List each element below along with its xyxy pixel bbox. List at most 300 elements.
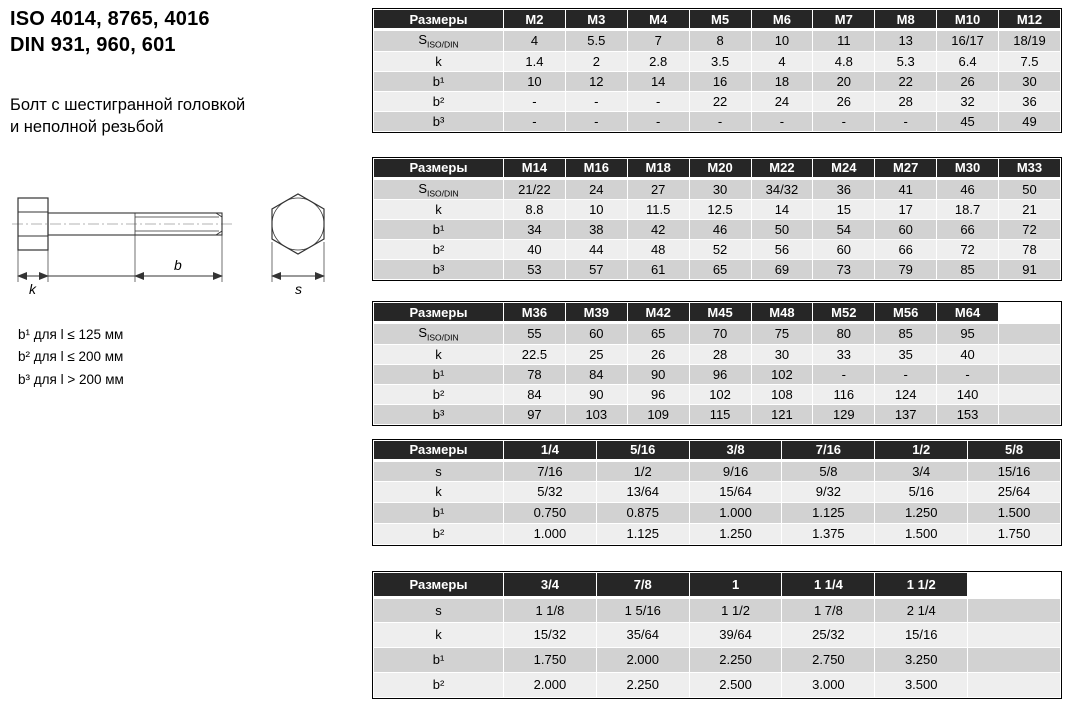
value-cell: 2.250 [596, 672, 689, 697]
value-cell: 6.4 [937, 51, 999, 71]
column-header: M27 [875, 158, 937, 178]
row-label: b² [374, 384, 504, 404]
column-header: M56 [875, 303, 937, 323]
value-cell [968, 672, 1061, 697]
value-cell: 66 [875, 240, 937, 260]
table-header-label: Размеры [374, 10, 504, 30]
value-cell [999, 364, 1061, 384]
tables-column [372, 8, 1062, 699]
value-cell: 10 [504, 71, 566, 91]
value-cell: 14 [627, 71, 689, 91]
column-header: M5 [689, 10, 751, 30]
header-row [374, 440, 1061, 460]
value-cell: 27 [627, 178, 689, 200]
column-header: 1/4 [504, 440, 597, 460]
table-metric-m14-m33 [372, 157, 1062, 282]
value-cell: 60 [813, 240, 875, 260]
column-header [999, 303, 1061, 323]
value-cell: 10 [751, 30, 813, 52]
table-row [374, 30, 1061, 52]
value-cell: 15/16 [968, 460, 1061, 481]
value-cell: 46 [937, 178, 999, 200]
column-header: M30 [937, 158, 999, 178]
column-header: M12 [999, 10, 1061, 30]
value-cell: 73 [813, 260, 875, 280]
value-cell: 40 [504, 240, 566, 260]
table-header-label: Размеры [374, 158, 504, 178]
table-row [374, 597, 1061, 622]
note-b3: b³ для l > 200 мм [18, 371, 124, 387]
value-cell: 3.500 [875, 672, 968, 697]
value-cell: 57 [565, 260, 627, 280]
table-row [374, 240, 1061, 260]
value-cell: 50 [999, 178, 1061, 200]
value-cell: 15 [813, 200, 875, 220]
value-cell: 45 [937, 111, 999, 131]
value-cell: 49 [999, 111, 1061, 131]
value-cell [999, 344, 1061, 364]
value-cell: - [875, 364, 937, 384]
row-label: b¹ [374, 502, 504, 523]
value-cell: 1 7/8 [782, 597, 875, 622]
column-header: 1/2 [875, 440, 968, 460]
dimension-table [373, 572, 1061, 698]
value-cell: 44 [565, 240, 627, 260]
column-header: 5/8 [968, 440, 1061, 460]
table-imperial-three-quarter-to-one-and-half [372, 571, 1062, 699]
value-cell: 3.000 [782, 672, 875, 697]
row-label: b² [374, 672, 504, 697]
column-header: M64 [937, 303, 999, 323]
value-cell: 5/32 [504, 481, 597, 502]
value-cell: 1.500 [875, 523, 968, 544]
value-cell: 1.000 [504, 523, 597, 544]
row-label: $S_{ISO/DIN}$ [374, 323, 504, 345]
column-header: 5/16 [596, 440, 689, 460]
value-cell: 3.250 [875, 647, 968, 672]
row-label: $S_{ISO/DIN}$ [374, 30, 504, 52]
row-label: k [374, 51, 504, 71]
value-cell: 48 [627, 240, 689, 260]
value-cell: 95 [937, 323, 999, 345]
value-cell: 25/32 [782, 622, 875, 647]
value-cell: 79 [875, 260, 937, 280]
table-header-label: Размеры [374, 572, 504, 597]
row-label: s [374, 460, 504, 481]
value-cell: 96 [689, 364, 751, 384]
row-label: k [374, 481, 504, 502]
value-cell: 24 [751, 91, 813, 111]
value-cell: 1.375 [782, 523, 875, 544]
value-cell: - [627, 111, 689, 131]
column-header: M16 [565, 158, 627, 178]
value-cell: 66 [937, 220, 999, 240]
value-cell: 52 [689, 240, 751, 260]
value-cell: 109 [627, 404, 689, 424]
value-cell: 121 [751, 404, 813, 424]
table-header-label: Размеры [374, 440, 504, 460]
column-header: M6 [751, 10, 813, 30]
column-header: M52 [813, 303, 875, 323]
column-header: 1 [689, 572, 782, 597]
column-header: M48 [751, 303, 813, 323]
value-cell: 28 [689, 344, 751, 364]
value-cell: 60 [565, 323, 627, 345]
value-cell: 60 [875, 220, 937, 240]
value-cell [968, 647, 1061, 672]
column-header: 1 1/2 [875, 572, 968, 597]
value-cell: - [875, 111, 937, 131]
value-cell: 84 [504, 384, 566, 404]
value-cell: 103 [565, 404, 627, 424]
dimension-label-b: b [174, 257, 182, 273]
value-cell: 2 1/4 [875, 597, 968, 622]
value-cell: 97 [504, 404, 566, 424]
value-cell: 140 [937, 384, 999, 404]
value-cell: 38 [565, 220, 627, 240]
value-cell: 65 [627, 323, 689, 345]
value-cell: 28 [875, 91, 937, 111]
value-cell: 4 [504, 30, 566, 52]
table-row [374, 622, 1061, 647]
value-cell: 54 [813, 220, 875, 240]
dimension-label-k: k [29, 281, 36, 297]
value-cell: 4.8 [813, 51, 875, 71]
value-cell: 39/64 [689, 622, 782, 647]
column-header: M24 [813, 158, 875, 178]
value-cell [999, 404, 1061, 424]
row-label: b¹ [374, 71, 504, 91]
value-cell: 2.750 [782, 647, 875, 672]
table-row [374, 460, 1061, 481]
table-row [374, 323, 1061, 345]
value-cell: 12 [565, 71, 627, 91]
value-cell: 33 [813, 344, 875, 364]
value-cell: 69 [751, 260, 813, 280]
value-cell [999, 323, 1061, 345]
row-label: $S_{ISO/DIN}$ [374, 178, 504, 200]
row-label: b² [374, 523, 504, 544]
column-header: 3/8 [689, 440, 782, 460]
value-cell: 75 [751, 323, 813, 345]
value-cell: - [565, 91, 627, 111]
value-cell: 21 [999, 200, 1061, 220]
value-cell: 26 [937, 71, 999, 91]
column-header [968, 572, 1061, 597]
value-cell: 90 [565, 384, 627, 404]
value-cell: - [627, 91, 689, 111]
value-cell: 18/19 [999, 30, 1061, 52]
column-header: M45 [689, 303, 751, 323]
value-cell: 116 [813, 384, 875, 404]
value-cell: 30 [689, 178, 751, 200]
dimension-table [373, 158, 1061, 281]
value-cell: 11 [813, 30, 875, 52]
value-cell: 153 [937, 404, 999, 424]
table-row [374, 523, 1061, 544]
value-cell: 18.7 [937, 200, 999, 220]
value-cell: 0.750 [504, 502, 597, 523]
value-cell: 20 [813, 71, 875, 91]
value-cell: 85 [937, 260, 999, 280]
table-metric-m36-m64 [372, 301, 1062, 426]
value-cell: 26 [627, 344, 689, 364]
title-iso: ISO 4014, 8765, 4016 [10, 8, 210, 30]
table-header-label: Размеры [374, 303, 504, 323]
row-label: k [374, 200, 504, 220]
table-row [374, 200, 1061, 220]
value-cell: 30 [999, 71, 1061, 91]
dimension-label-s: s [295, 281, 302, 297]
row-label: s [374, 597, 504, 622]
value-cell: - [504, 111, 566, 131]
value-cell: 25 [565, 344, 627, 364]
value-cell: 46 [689, 220, 751, 240]
dimension-table [373, 440, 1061, 545]
value-cell: 26 [813, 91, 875, 111]
row-label: k [374, 622, 504, 647]
value-cell: 14 [751, 200, 813, 220]
table-row [374, 178, 1061, 200]
value-cell: 12.5 [689, 200, 751, 220]
value-cell: 5/16 [875, 481, 968, 502]
value-cell: 5.3 [875, 51, 937, 71]
column-header: 1 1/4 [782, 572, 875, 597]
value-cell: 30 [751, 344, 813, 364]
value-cell: 10 [565, 200, 627, 220]
column-header: M8 [875, 10, 937, 30]
value-cell: 72 [937, 240, 999, 260]
value-cell: 7.5 [999, 51, 1061, 71]
value-cell: 1.125 [596, 523, 689, 544]
table-row [374, 344, 1061, 364]
value-cell: 15/64 [689, 481, 782, 502]
row-label: b³ [374, 404, 504, 424]
value-cell: 16/17 [937, 30, 999, 52]
value-cell: 1.250 [875, 502, 968, 523]
value-cell: 2.000 [596, 647, 689, 672]
value-cell: 3.5 [689, 51, 751, 71]
column-header: M2 [504, 10, 566, 30]
page-title [10, 6, 366, 58]
value-cell: 7/16 [504, 460, 597, 481]
value-cell: 1.500 [968, 502, 1061, 523]
subtitle-line-2: и неполной резьбой [10, 118, 164, 137]
table-row [374, 111, 1061, 131]
value-cell: - [813, 364, 875, 384]
value-cell: 35 [875, 344, 937, 364]
value-cell: 56 [751, 240, 813, 260]
header-row [374, 572, 1061, 597]
header-row [374, 158, 1061, 178]
value-cell: 17 [875, 200, 937, 220]
value-cell: 1.125 [782, 502, 875, 523]
value-cell: 50 [751, 220, 813, 240]
value-cell: 2.500 [689, 672, 782, 697]
value-cell: 91 [999, 260, 1061, 280]
value-cell: - [504, 91, 566, 111]
value-cell: 2 [565, 51, 627, 71]
value-cell: 102 [751, 364, 813, 384]
table-row [374, 364, 1061, 384]
dimension-table [373, 9, 1061, 132]
value-cell: 90 [627, 364, 689, 384]
value-cell: 36 [999, 91, 1061, 111]
value-cell: - [751, 111, 813, 131]
row-label: b² [374, 91, 504, 111]
value-cell: 2.8 [627, 51, 689, 71]
value-cell: 78 [999, 240, 1061, 260]
value-cell: 4 [751, 51, 813, 71]
value-cell: 3/4 [875, 460, 968, 481]
table-row [374, 672, 1061, 697]
column-header: M18 [627, 158, 689, 178]
value-cell: 22 [875, 71, 937, 91]
inscribed-circle [272, 198, 324, 250]
value-cell: 65 [689, 260, 751, 280]
column-header: 7/16 [782, 440, 875, 460]
value-cell: 1.000 [689, 502, 782, 523]
column-header: M36 [504, 303, 566, 323]
note-b1: b¹ для l ≤ 125 мм [18, 327, 124, 342]
table-row [374, 71, 1061, 91]
value-cell: 115 [689, 404, 751, 424]
value-cell: 9/32 [782, 481, 875, 502]
value-cell: - [937, 364, 999, 384]
column-header: M39 [565, 303, 627, 323]
value-cell: 85 [875, 323, 937, 345]
value-cell: - [565, 111, 627, 131]
row-label: b¹ [374, 220, 504, 240]
value-cell: 70 [689, 323, 751, 345]
value-cell: 1.4 [504, 51, 566, 71]
value-cell: 8 [689, 30, 751, 52]
value-cell: 1.750 [504, 647, 597, 672]
row-label: k [374, 344, 504, 364]
title-din: DIN 931, 960, 601 [10, 34, 176, 56]
table-metric-m2-m12 [372, 8, 1062, 133]
value-cell [968, 597, 1061, 622]
value-cell: 32 [937, 91, 999, 111]
table-imperial-quarter-to-five-eighths [372, 439, 1062, 546]
left-panel [10, 6, 366, 716]
value-cell: - [689, 111, 751, 131]
value-cell [968, 622, 1061, 647]
value-cell: 13 [875, 30, 937, 52]
subtitle-line-1: Болт с шестигранной головкой [10, 96, 246, 114]
value-cell: 25/64 [968, 481, 1061, 502]
value-cell: - [813, 111, 875, 131]
table-row [374, 502, 1061, 523]
value-cell: 15/16 [875, 622, 968, 647]
value-cell: 2.250 [689, 647, 782, 672]
value-cell: 15/32 [504, 622, 597, 647]
page-subtitle [10, 94, 245, 139]
value-cell: 35/64 [596, 622, 689, 647]
value-cell: 108 [751, 384, 813, 404]
value-cell: 36 [813, 178, 875, 200]
bolt-technical-drawing [10, 186, 358, 304]
table-row [374, 51, 1061, 71]
value-cell: 21/22 [504, 178, 566, 200]
column-header: M33 [999, 158, 1061, 178]
column-header: 7/8 [596, 572, 689, 597]
value-cell: 129 [813, 404, 875, 424]
column-header: M20 [689, 158, 751, 178]
value-cell: 7 [627, 30, 689, 52]
table-row [374, 404, 1061, 424]
value-cell: 13/64 [596, 481, 689, 502]
value-cell: 42 [627, 220, 689, 240]
value-cell: 8.8 [504, 200, 566, 220]
value-cell: 61 [627, 260, 689, 280]
value-cell: 18 [751, 71, 813, 91]
column-header: M7 [813, 10, 875, 30]
value-cell: 2.000 [504, 672, 597, 697]
column-header: M14 [504, 158, 566, 178]
value-cell: 1/2 [596, 460, 689, 481]
bolt-head-end-view [272, 194, 324, 254]
value-cell: 84 [565, 364, 627, 384]
value-cell: 22.5 [504, 344, 566, 364]
value-cell: 1.250 [689, 523, 782, 544]
value-cell: 53 [504, 260, 566, 280]
value-cell: 5/8 [782, 460, 875, 481]
table-row [374, 481, 1061, 502]
thread-length-notes [18, 324, 124, 391]
value-cell: 0.875 [596, 502, 689, 523]
column-header: M42 [627, 303, 689, 323]
table-row [374, 260, 1061, 280]
row-label: b¹ [374, 364, 504, 384]
value-cell: 40 [937, 344, 999, 364]
column-header: 3/4 [504, 572, 597, 597]
value-cell: 5.5 [565, 30, 627, 52]
value-cell: 1 1/8 [504, 597, 597, 622]
value-cell: 124 [875, 384, 937, 404]
column-header: M4 [627, 10, 689, 30]
note-b2: b² для l ≤ 200 мм [18, 349, 124, 365]
value-cell: 78 [504, 364, 566, 384]
value-cell: 16 [689, 71, 751, 91]
value-cell: 41 [875, 178, 937, 200]
value-cell: 34 [504, 220, 566, 240]
value-cell: 22 [689, 91, 751, 111]
value-cell: 72 [999, 220, 1061, 240]
table-row [374, 384, 1061, 404]
table-row [374, 91, 1061, 111]
header-row [374, 303, 1061, 323]
row-label: b² [374, 240, 504, 260]
value-cell: 137 [875, 404, 937, 424]
value-cell: 9/16 [689, 460, 782, 481]
value-cell: 80 [813, 323, 875, 345]
dimension-table [373, 302, 1061, 425]
value-cell: 34/32 [751, 178, 813, 200]
column-header: M3 [565, 10, 627, 30]
row-label: b³ [374, 260, 504, 280]
value-cell: 55 [504, 323, 566, 345]
value-cell: 24 [565, 178, 627, 200]
value-cell: 1.750 [968, 523, 1061, 544]
value-cell: 102 [689, 384, 751, 404]
value-cell: 11.5 [627, 200, 689, 220]
value-cell: 1 1/2 [689, 597, 782, 622]
table-row [374, 220, 1061, 240]
row-label: b¹ [374, 647, 504, 672]
value-cell [999, 384, 1061, 404]
value-cell: 96 [627, 384, 689, 404]
